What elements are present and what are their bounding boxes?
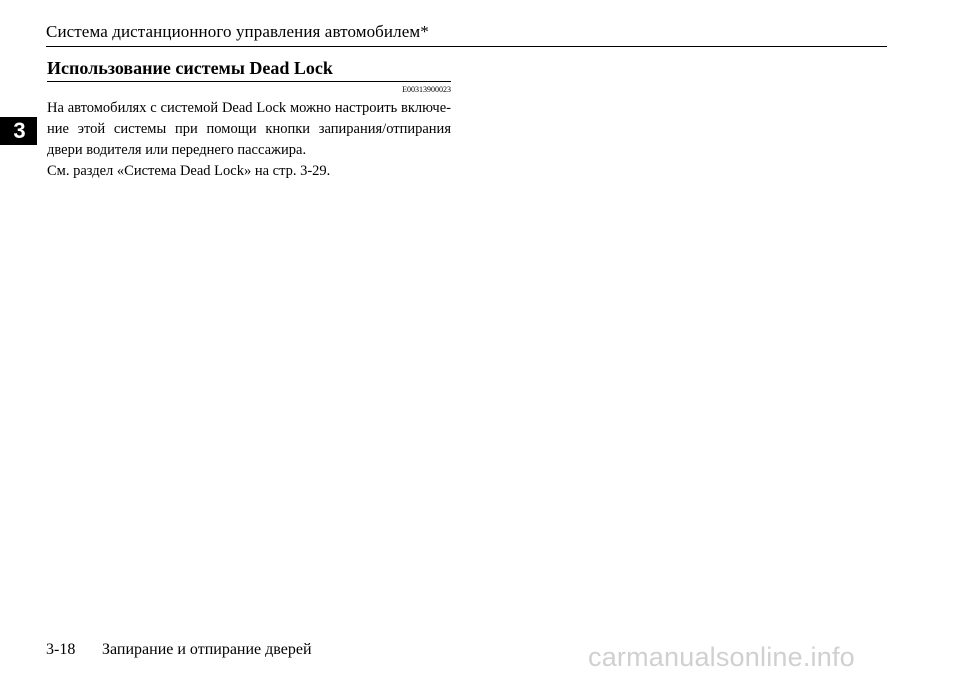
section-reference-code: E00313900023 [402,85,451,94]
running-header-title: Система дистанционного управления автомобилем* [46,22,429,41]
section-body [47,98,451,182]
cross-reference: См. раздел «Система Dead Lock» на стр. 3-29. [47,163,331,179]
section-title-underline [47,81,451,82]
section-title: Использование системы Dead Lock [47,58,333,78]
body-line: На автомобилях с системой Dead Lock можно настроить включе- [47,100,451,116]
page-number: 3-18 [46,641,76,658]
body-line: двери водителя или переднего пассажира. [47,142,307,158]
body-line: ние этой системы при помощи кнопки запирания/отпирания [47,121,451,137]
header-divider [46,46,887,47]
chapter-tab: 3 [0,117,37,145]
watermark-text: carmanualsonline.info [588,642,855,672]
footer-chapter-title: Запирание и отпирание дверей [102,641,312,658]
